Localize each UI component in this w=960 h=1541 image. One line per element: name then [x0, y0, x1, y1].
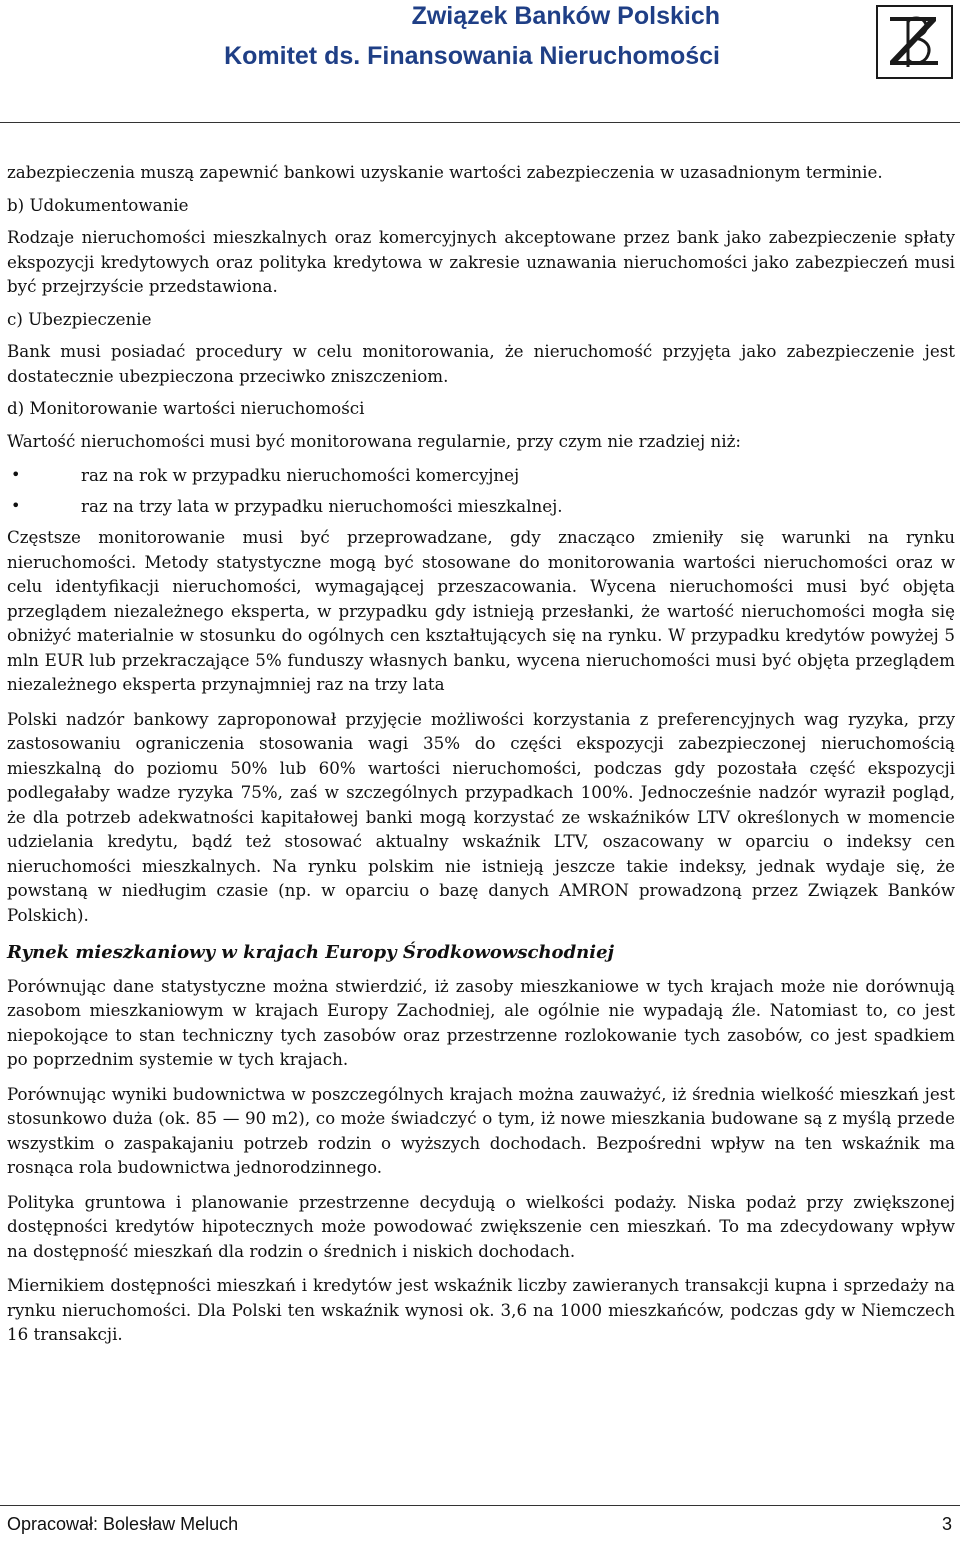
- list-item: [7, 494, 955, 525]
- paragraph-compare-2: Porównując wyniki budownictwa w poszczególnych krajach można zauważyć, iż średnia wielkość mieszkań jest stosunkowo duża (ok. 85 — 90 m2), co może świadczyć o tym, iż nowe mieszkania budowane są z myślą przede wszystkim o zaspakajaniu potrzeb rodzin o wyższych dochodach. Bezpośredni wpływ na ten wskaźnik ma rosnąca rola budownictwa jednorodzinnego.: [7, 1083, 955, 1177]
- paragraph-policy: Polityka gruntowa i planowanie przestrzenne decydują o wielkości podaży. Niska podaż przy zwiększonej dostępności kredytów hipotecznych może powodować zwiększenie cen mieszkań. To ma zdecydowany wpływ na dostępność mieszkań dla rodzin o średnich i niskich dochodach.: [7, 1191, 955, 1261]
- footer-divider: [0, 1505, 960, 1506]
- paragraph-d-intro: Wartość nieruchomości musi być monitorowana regularnie, przy czym nie rzadziej niż:: [7, 430, 741, 451]
- paragraph-b: Rodzaje nieruchomości mieszkalnych oraz komercyjnych akceptowane przez bank jako zabezpieczenie spłaty ekspozycji kredytowych oraz polityka kredytowa w zakresie uznawania nieruchomości jako zabezpieczeń musi być przejrzyście przedstawiona.: [7, 227, 955, 296]
- document-body: [7, 160, 955, 1347]
- paragraph-c: Bank musi posiadać procedury w celu monitorowania, że nieruchomość przyjęta jako zabezpieczenie jest dostatecznie ubezpieczona przeciwko zniszczeniom.: [7, 341, 955, 386]
- section-heading: Rynek mieszkaniowy w krajach Europy Środkowowschodniej: [7, 942, 615, 963]
- page-number: 3: [941, 1514, 952, 1534]
- zbp-logo-icon: [878, 7, 951, 77]
- bullet-icon: •: [11, 465, 21, 484]
- paragraph-d-main: Częstsze monitorowanie musi być przeprowadzane, gdy znacząco zmieniły się warunki na rynku nieruchomości. Metody statystyczne mogą być stosowane do monitorowania wartości nieruchomości oraz w celu identyfikacji nieruchomości, wymagającej przeszacowania. Wycena nieruchomości musi być objęta przeglądem niezależnego eksperta, w przypadku gdy istnieją przesłanki, że wartość nieruchomości mogła się obniżyć materialnie w stosunku do ogólnych cen kształtujących się na rynku. W przypadku kredytów powyżej 5 mln EUR lub przekraczające 5% funduszy własnych banku, wycena nieruchomości musi być objęta przeglądem niezależnego eksperta przynajmniej raz na trzy lata: [7, 527, 955, 694]
- paragraph-measure: Miernikiem dostępności mieszkań i kredytów jest wskaźnik liczby zawieranych transakcji kupna i sprzedaży na rynku nieruchomości. Dla Polski ten wskaźnik wynosi ok. 3,6 na 1000 mieszkańców, podczas gdy w Niemczech 16 transakcji.: [7, 1275, 955, 1344]
- list-item: [7, 463, 955, 494]
- committee-name: Komitet ds. Finansowania Nieruchomości: [224, 42, 720, 70]
- section-b-title: b) Udokumentowanie: [7, 194, 189, 215]
- zbp-logo: [876, 5, 953, 79]
- organization-name: Związek Banków Polskich: [411, 2, 720, 30]
- list-item-text: raz na rok w przypadku nieruchomości komercyjnej: [81, 465, 520, 485]
- paragraph-compare-1: Porównując dane statystyczne można stwierdzić, iż zasoby mieszkaniowe w tych krajach może nie dorównują zasobom mieszkaniowym w krajach Europy Zachodniej, ale ogólnie nie wypadają źle. Natomiast to, co jest niepokojące to stan techniczny tych zasobów oraz przestrzenne rozlokowanie tych zasobów, co jest spadkiem po poprzednim systemie w tych krajach.: [7, 975, 955, 1069]
- header-divider: [0, 122, 960, 123]
- paragraph-polish-supervision: Polski nadzór bankowy zaproponował przyjęcie możliwości korzystania z preferencyjnych wag ryzyka, przy zastosowaniu ograniczenia stosowania wagi 35% do części ekspozycji zabezpieczonej nieruchomością mieszkalną do poziomu 50% lub 60% wartości nieruchomości, podczas gdy pozostała część ekspozycji podlegałaby wadze ryzyka 75%, zaś w szczególnych przypadkach 100%. Jednocześnie nadzór wyraził pogląd, że dla potrzeb adekwatności kapitałowej banki mogą korzystać ze wskaźników LTV określonych w momencie udzielania kredytu, bądź też stosować aktualny wskaźnik LTV, oszacowany w oparciu o indeksy cen nieruchomości mieszkalnych. Na rynku polskim nie istnieją jeszcze takie indeksy, jednak wydaje się, że powstaną w niedługim czasie (np. w oparciu o bazę danych AMRON prowadzoną przez Związek Banków Polskich).: [7, 708, 955, 925]
- section-d-title: d) Monitorowanie wartości nieruchomości: [7, 398, 365, 418]
- footer-author: Opracował: Bolesław Meluch: [7, 1514, 239, 1534]
- list-item-text: raz na trzy lata w przypadku nieruchomości mieszkalnej.: [81, 496, 563, 516]
- paragraph-intro: zabezpieczenia muszą zapewnić bankowi uzyskanie wartości zabezpieczenia w uzasadnionym terminie.: [7, 162, 883, 182]
- monitoring-list: [7, 463, 955, 525]
- section-c-title: c) Ubezpieczenie: [7, 308, 152, 329]
- bullet-icon: •: [11, 496, 21, 515]
- page-header: [0, 0, 960, 123]
